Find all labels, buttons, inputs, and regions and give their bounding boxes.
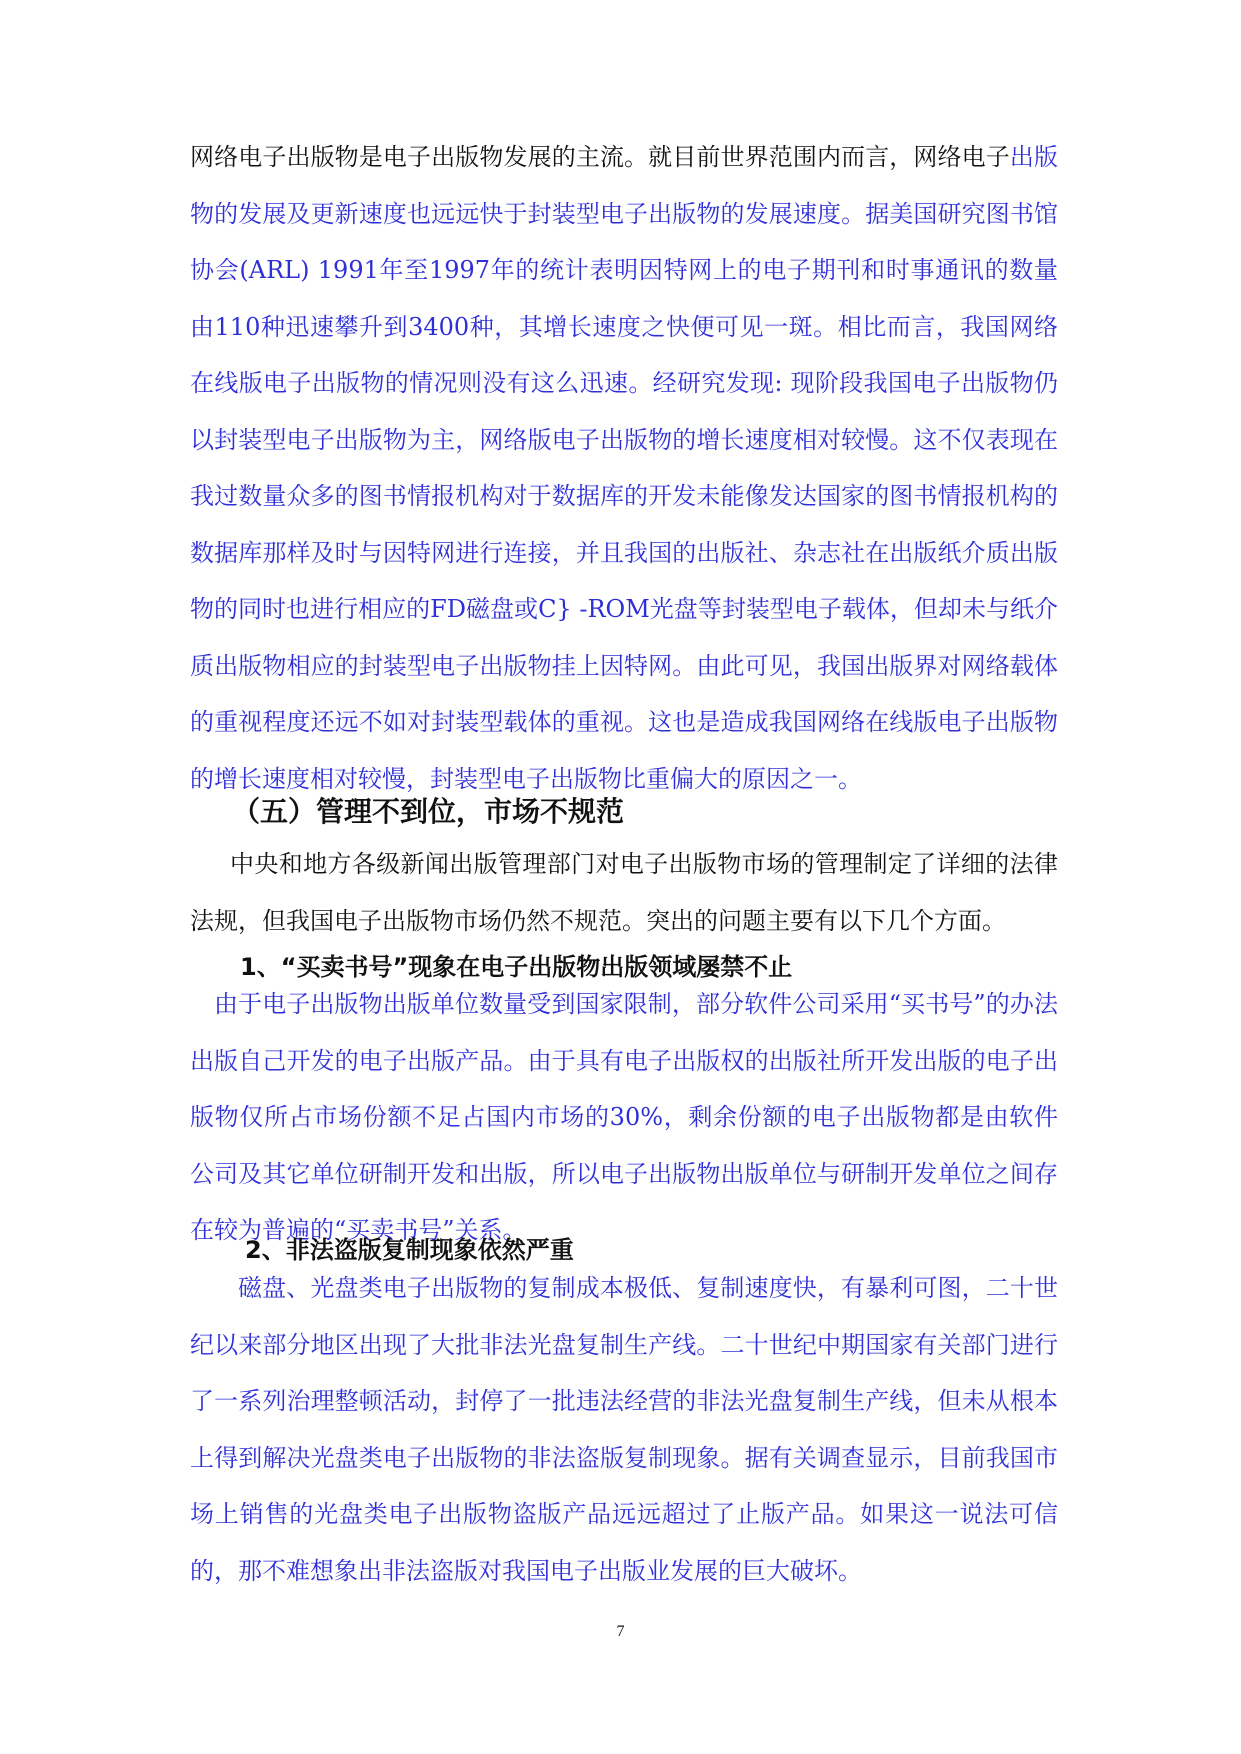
paragraph-network-publications-body: 出版物的发展及更新速度也远远快于封装型电子出版物的发展速度。据美国研究图书馆协会(ARL) 1991年至1997年的统计表明因特网上的电子期刊和时事通讯的数量由110种迅速攀升到3400种，其增长速度之快便可见一斑。相比而言，我国网络在线版电子出版物的情况则没有这么迅速。经研究发现: 现阶段我国电子出版物仍以封装型电子出版物为主，网络版电子出版物的增长速度相对较慢。这不仅表现在我过数量众多的图书情报机构对于数据库的开发未能像发达国家的图书情报机构的数据库那样及时与因特网进行连接，并且我国的出版社、杂志社在出版纸介质出版物的同时也进行相应的FD磁盘或C} -ROM光盘等封装型电子载体，但却未与纸介质出版物相应的封装型电子出版物挂上因特网。由此可见，我国出版界对网络载体的重视程度还远不如对封装型载体的重视。这也是造成我国网络在线版电子出版物的增长速度相对较慢，封装型电子出版物比重偏大的原因之一。 bbox=[190, 143, 1059, 793]
paragraph-management-intro: 中央和地方各级新闻出版管理部门对电子出版物市场的管理制定了详细的法律法规，但我国电子出版物市场仍然不规范。突出的问题主要有以下几个方面。 bbox=[190, 850, 1058, 935]
section-heading-management: （五）管理不到位，市场不规范 bbox=[232, 795, 625, 828]
page-number: 7 bbox=[616, 1623, 625, 1640]
paragraph-network-publications bbox=[190, 129, 1058, 807]
subheading-book-number-trading: 1、“买卖书号”现象在电子出版物出版领域屡禁不止 bbox=[240, 953, 793, 981]
subheading-piracy: 2、非法盗版复制现象依然严重 bbox=[245, 1236, 574, 1264]
paragraph-book-number-trading: 由于电子出版物出版单位数量受到国家限制，部分软件公司采用“买书号”的办法出版自己开发的电子出版产品。由于具有电子出版权的出版社所开发出版的电子出版物仅所占市场份额不足占国内市场的30%，剩余份额的电子出版物都是由软件公司及其它单位研制开发和出版，所以电子出版物出版单位与研制开发单位之间存在较为普遍的“买卖书号”关系。 bbox=[190, 990, 1058, 1244]
paragraph-piracy: 磁盘、光盘类电子出版物的复制成本极低、复制速度快，有暴利可图，二十世纪以来部分地区出现了大批非法光盘复制生产线。二十世纪中期国家有关部门进行了一系列治理整顿活动，封停了一批违法经营的非法光盘复制生产线，但未从根本上得到解决光盘类电子出版物的非法盗版复制现象。据有关调查显示，目前我国市场上销售的光盘类电子出版物盗版产品远远超过了止版产品。如果这一说法可信的，那不难想象出非法盗版对我国电子出版业发展的巨大破坏。 bbox=[190, 1274, 1058, 1585]
paragraph-network-publications-lead: 网络电子出版物是电子出版物发展的主流。就目前世界范围内而言，网络电子 bbox=[190, 143, 1010, 171]
